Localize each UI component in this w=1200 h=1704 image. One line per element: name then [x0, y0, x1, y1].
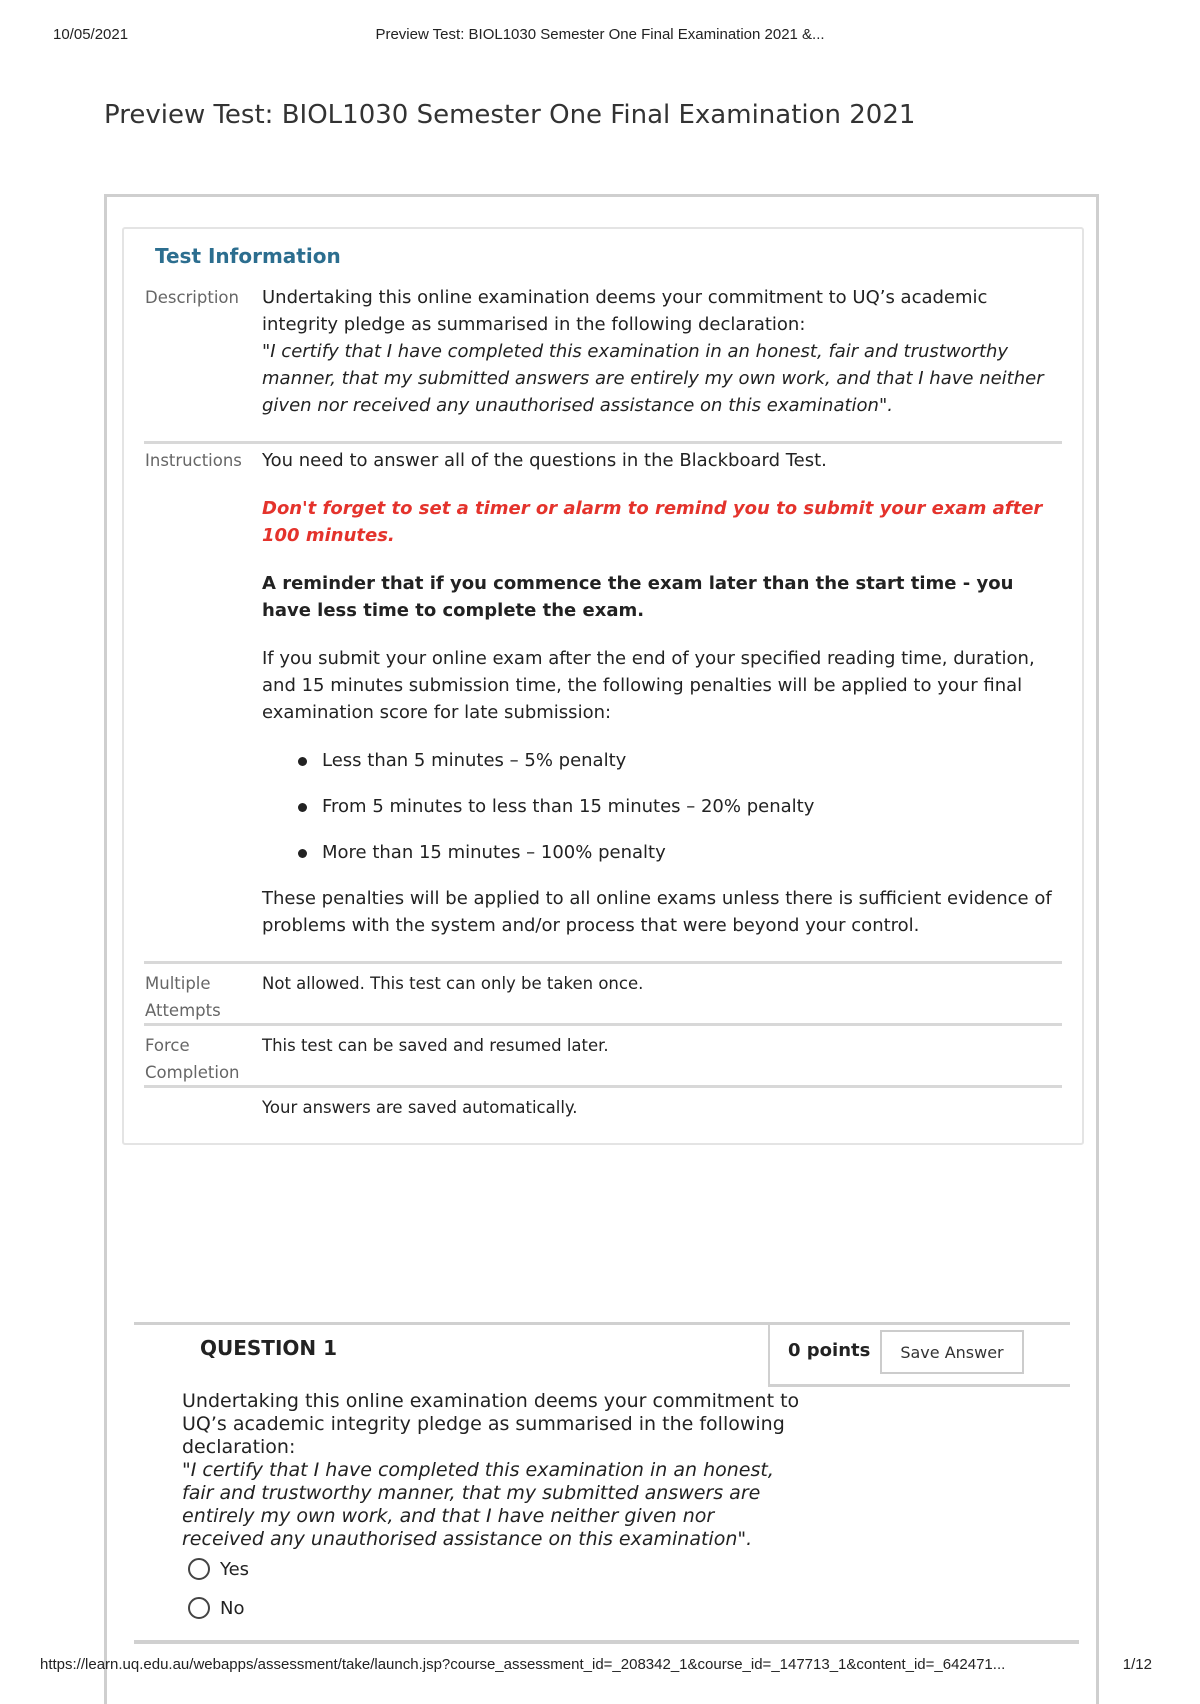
- multiple-attempts-value: Not allowed. This test can only be taken once.: [262, 974, 644, 993]
- save-answer-button[interactable]: Save Answer: [880, 1330, 1024, 1374]
- print-doc-title: Preview Test: BIOL1030 Semester One Final Examination 2021 &...: [375, 26, 825, 43]
- penalty-item: From 5 minutes to less than 15 minutes – 20% penalty: [262, 793, 1062, 839]
- test-information-heading: Test Information: [155, 244, 341, 268]
- penalty-closing: These penalties will be applied to all online exams unless there is sufficient evidence of problems with the system and/or process that were beyond your control.: [262, 888, 1052, 936]
- question-statement: Undertaking this online examination deems your commitment to UQ’s academic integrity pledge as summarised in the following declaration:: [182, 1390, 800, 1458]
- bullet-icon: [298, 803, 307, 812]
- multiple-attempts-label: Multiple Attempts: [145, 974, 221, 1020]
- question-header-rule: [134, 1322, 1070, 1325]
- description-pledge: "I certify that I have completed this examination in an honest, fair and trustworthy manner, that my submitted answers are entirely my own work, and that I have neither given nor received any unauthorised assistance on this examination".: [262, 341, 1044, 416]
- page-title: Preview Test: BIOL1030 Semester One Final Examination 2021: [104, 100, 916, 130]
- timer-warning: Don't forget to set a timer or alarm to remind you to submit your exam after 100 minutes.: [262, 498, 1043, 546]
- answer-option-label: No: [220, 1597, 245, 1619]
- radio-icon[interactable]: [188, 1558, 210, 1580]
- description-label: Description: [145, 288, 239, 307]
- radio-icon[interactable]: [188, 1597, 210, 1619]
- row-divider: [144, 961, 1062, 964]
- print-date: 10/05/2021: [53, 26, 129, 43]
- print-header: [0, 26, 1200, 46]
- bullet-icon: [298, 849, 307, 858]
- autosave-value: Your answers are saved automatically.: [262, 1098, 578, 1117]
- points-box-rule: [768, 1384, 1070, 1387]
- instructions-label: Instructions: [145, 451, 242, 470]
- points-box-divider: [768, 1322, 770, 1386]
- question-title: QUESTION 1: [200, 1336, 338, 1360]
- row-divider: [144, 441, 1062, 444]
- penalty-item: More than 15 minutes – 100% penalty: [262, 839, 1062, 885]
- instructions-intro: You need to answer all of the questions in the Blackboard Test.: [262, 450, 827, 471]
- question-points: 0 points: [788, 1340, 871, 1361]
- answer-option-no[interactable]: [188, 1597, 244, 1619]
- late-start-reminder: A reminder that if you commence the exam later than the start time - you have less time to complete the exam.: [262, 573, 1014, 621]
- print-footer: [0, 1656, 1200, 1676]
- bullet-icon: [298, 757, 307, 766]
- instructions-value: [262, 447, 1062, 939]
- question-pledge: "I certify that I have completed this examination in an honest, fair and trustworthy manner, that my submitted answers are entirely my own work, and that I have neither given nor received any unauthorised assistance on this examination".: [182, 1459, 774, 1550]
- description-value: [262, 284, 1062, 419]
- penalty-list: [262, 747, 1062, 885]
- penalty-intro: If you submit your online exam after the end of your specified reading time, duration, and 15 minutes submission time, the following penalties will be applied to your final examination score for late submission:: [262, 648, 1035, 723]
- force-completion-label: Force Completion: [145, 1036, 240, 1082]
- description-text: Undertaking this online examination deems your commitment to UQ’s academic integrity pledge as summarised in the following declaration:: [262, 287, 988, 335]
- row-divider: [144, 1085, 1062, 1088]
- question-text: [182, 1390, 802, 1551]
- force-completion-value: This test can be saved and resumed later.: [262, 1036, 609, 1055]
- question-bottom-rule: [134, 1640, 1079, 1644]
- print-url: https://learn.uq.edu.au/webapps/assessment/take/launch.jsp?course_assessment_id=_208342_1&course_id=_147713_1&content_id=_642471...: [40, 1656, 1006, 1673]
- answer-option-yes[interactable]: [188, 1558, 249, 1580]
- answer-option-label: Yes: [220, 1558, 250, 1580]
- penalty-item: Less than 5 minutes – 5% penalty: [262, 747, 1062, 793]
- print-page-number: 1/12: [1122, 1656, 1152, 1673]
- row-divider: [144, 1023, 1062, 1026]
